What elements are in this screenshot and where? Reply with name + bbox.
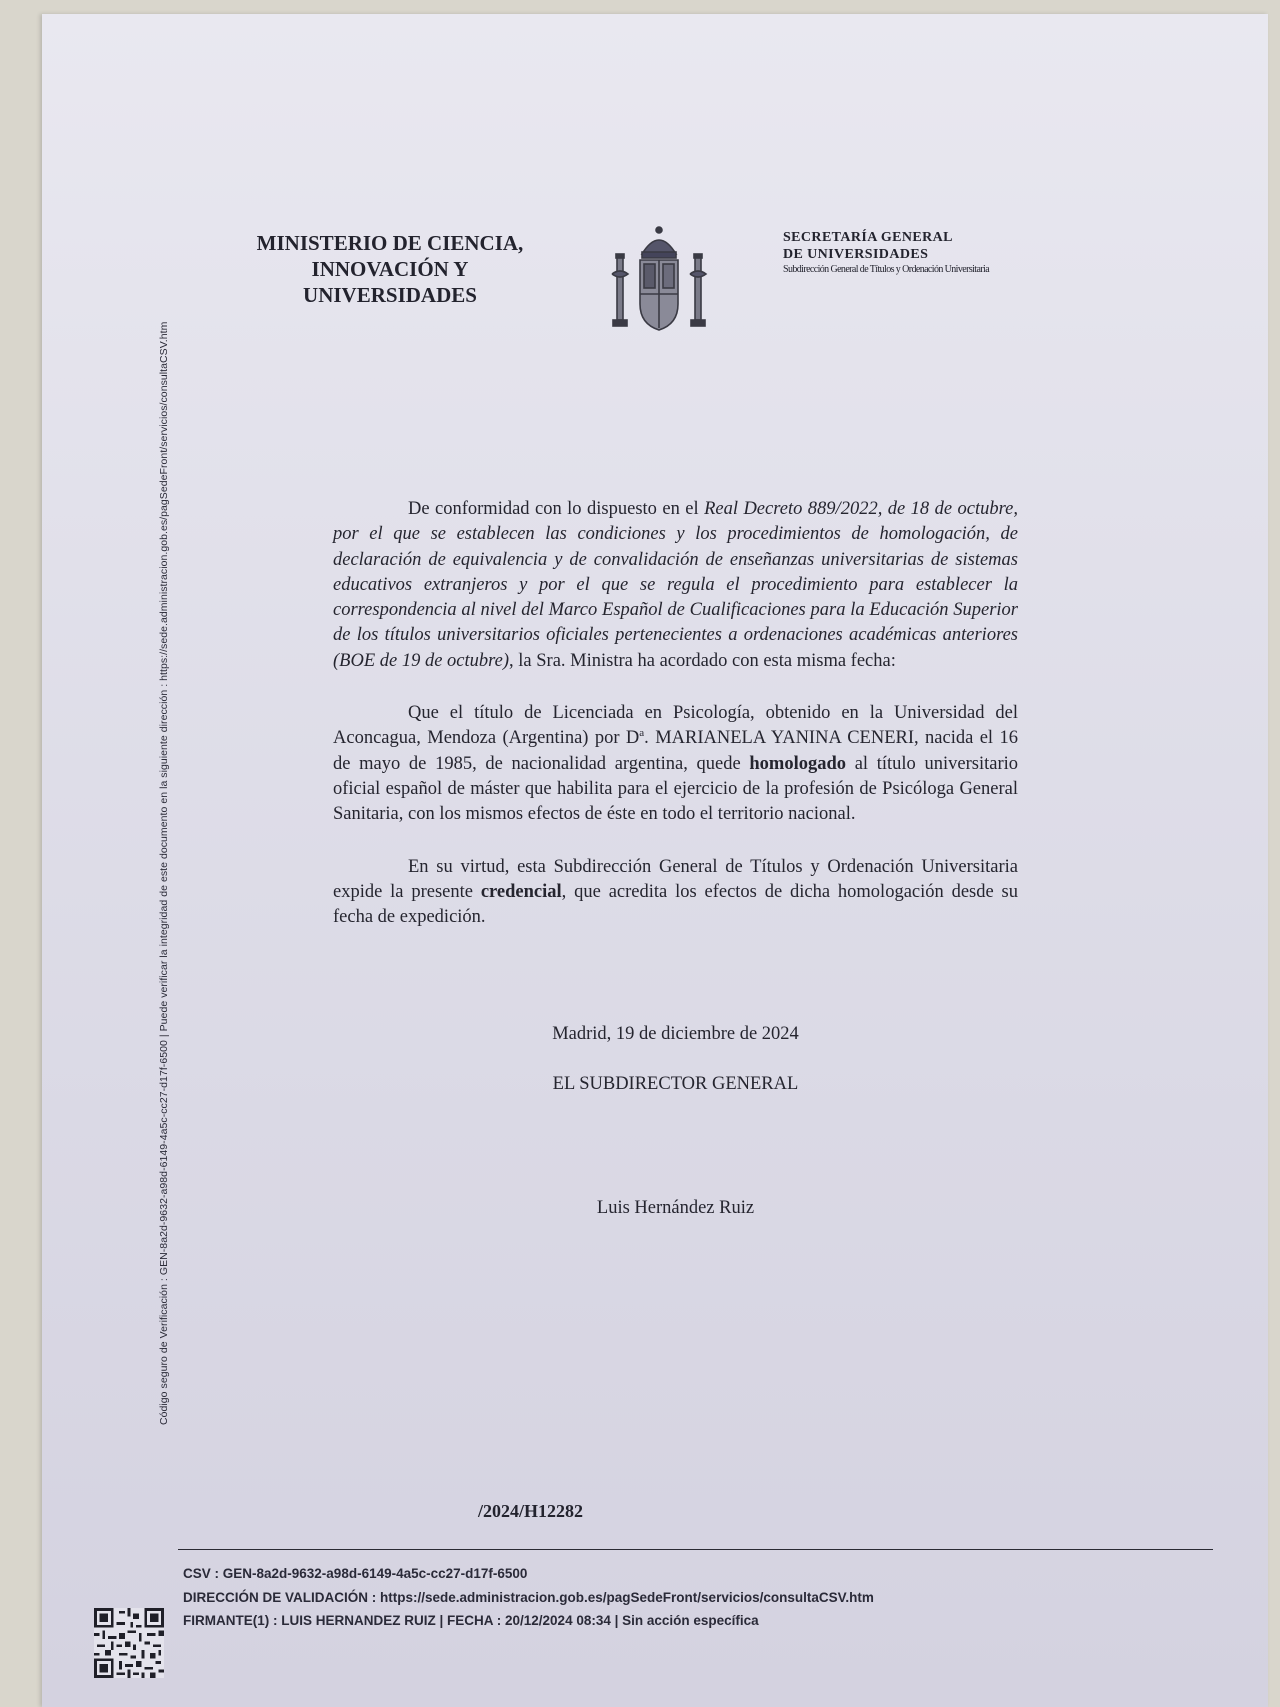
qr-code-icon xyxy=(94,1608,164,1678)
paragraph-homologation: Que el título de Licenciada en Psicología, obtenido en la Universidad del Aconcagua, Mendoza (Argentina) por $D^a$. MARIANELA YANINA CENERI, nacida el 16 de mayo de 1985, de nacionalidad argentina, quede homologado al título universitario oficial español de máster que habilita para el ejercicio de la profesión de Psicóloga General Sanitaria, con los mismos efectos de éste en todo el territorio nacional. xyxy=(333,703,1018,825)
ministry-line-1: MINISTERIO DE CIENCIA, xyxy=(256,231,524,255)
credencial-emphasis: credencial xyxy=(480,881,562,902)
secretaria-line-1: SECRETARÍA GENERAL xyxy=(783,230,953,245)
signer-title: EL SUBDIRECTOR GENERAL xyxy=(552,1074,799,1094)
secretaria-header xyxy=(783,229,1083,277)
document-body xyxy=(333,497,1018,957)
ministry-line-2: INNOVACIÓN Y xyxy=(311,257,469,281)
secretaria-line-2: DE UNIVERSIDADES xyxy=(783,247,929,262)
ministry-name xyxy=(240,230,540,308)
footer-validation: DIRECCIÓN DE VALIDACIÓN : https://sede.administracion.gob.es/pagSedeFront/servicios/consultaCSV.htm xyxy=(183,1590,874,1605)
place-date: Madrid, 19 de diciembre de 2024 xyxy=(552,1024,799,1044)
footer-csv: CSV : GEN-8a2d-9632-a98d-6149-4a5c-cc27-d17f-6500 xyxy=(183,1566,528,1581)
homologado-emphasis: homologado xyxy=(749,753,847,774)
decree-reference: Real Decreto 889/2022, de 18 de octubre, por el que se establecen las condiciones y los procedimientos de homologación, de declaración de equivalencia y de convalidación de enseñanzas universitarias de sistemas educativos extranjeros y por el que se regula el procedimiento para establecer la correspondencia al nivel del Marco Español de Cualificaciones para la Educación Superior de los títulos universitarios oficiales pertenecientes a ordenaciones académicas anteriores (BOE de 19 de octubre) xyxy=(333,499,1019,671)
signer-name: Luis Hernández Ruiz xyxy=(596,1198,755,1218)
reference-number: /2024/H12282 xyxy=(478,1501,584,1521)
spain-coat-of-arms-icon xyxy=(606,224,712,338)
footer-signer: FIRMANTE(1) : LUIS HERNANDEZ RUIZ | FECHA : 20/12/2024 08:34 | Sin acción específica xyxy=(183,1613,759,1628)
subdireccion-line: Subdirección General de Títulos y Ordenación Universitaria xyxy=(783,264,990,275)
paragraph-decree: De conformidad con lo dispuesto en el Real Decreto 889/2022, de 18 de octubre, por el que se establecen las condiciones y los procedimientos de homologación, de declaración de equivalencia y de convalidación de enseñanzas universitarias de sistemas educativos extranjeros y por el que se regula el procedimiento para establecer la correspondencia al nivel del Marco Español de Cualificaciones para la Educación Superior de los títulos universitarios oficiales pertenecientes a ordenaciones académicas anteriores (BOE de 19 de octubre), la Sra. Ministra ha acordado con esta misma fecha: xyxy=(333,499,1019,671)
ministry-line-3: UNIVERSIDADES xyxy=(303,283,477,307)
paragraph-credential: En su virtud, esta Subdirección General de Títulos y Ordenación Universitaria expide la presente credencial, que acredita los efectos de dicha homologación desde su fecha de expedición. xyxy=(333,856,1019,928)
footer-divider xyxy=(178,1549,1213,1550)
vertical-verification-text: Código seguro de Verificación : GEN-8a2d-9632-a98d-6149-4a5c-cc27-d17f-6500 | Puede verificar la integridad de este documento en la siguiente dirección : https://sede.administracion.gob.es/pagSedeFront/servicios/consultaCSV.htm xyxy=(158,321,170,1425)
